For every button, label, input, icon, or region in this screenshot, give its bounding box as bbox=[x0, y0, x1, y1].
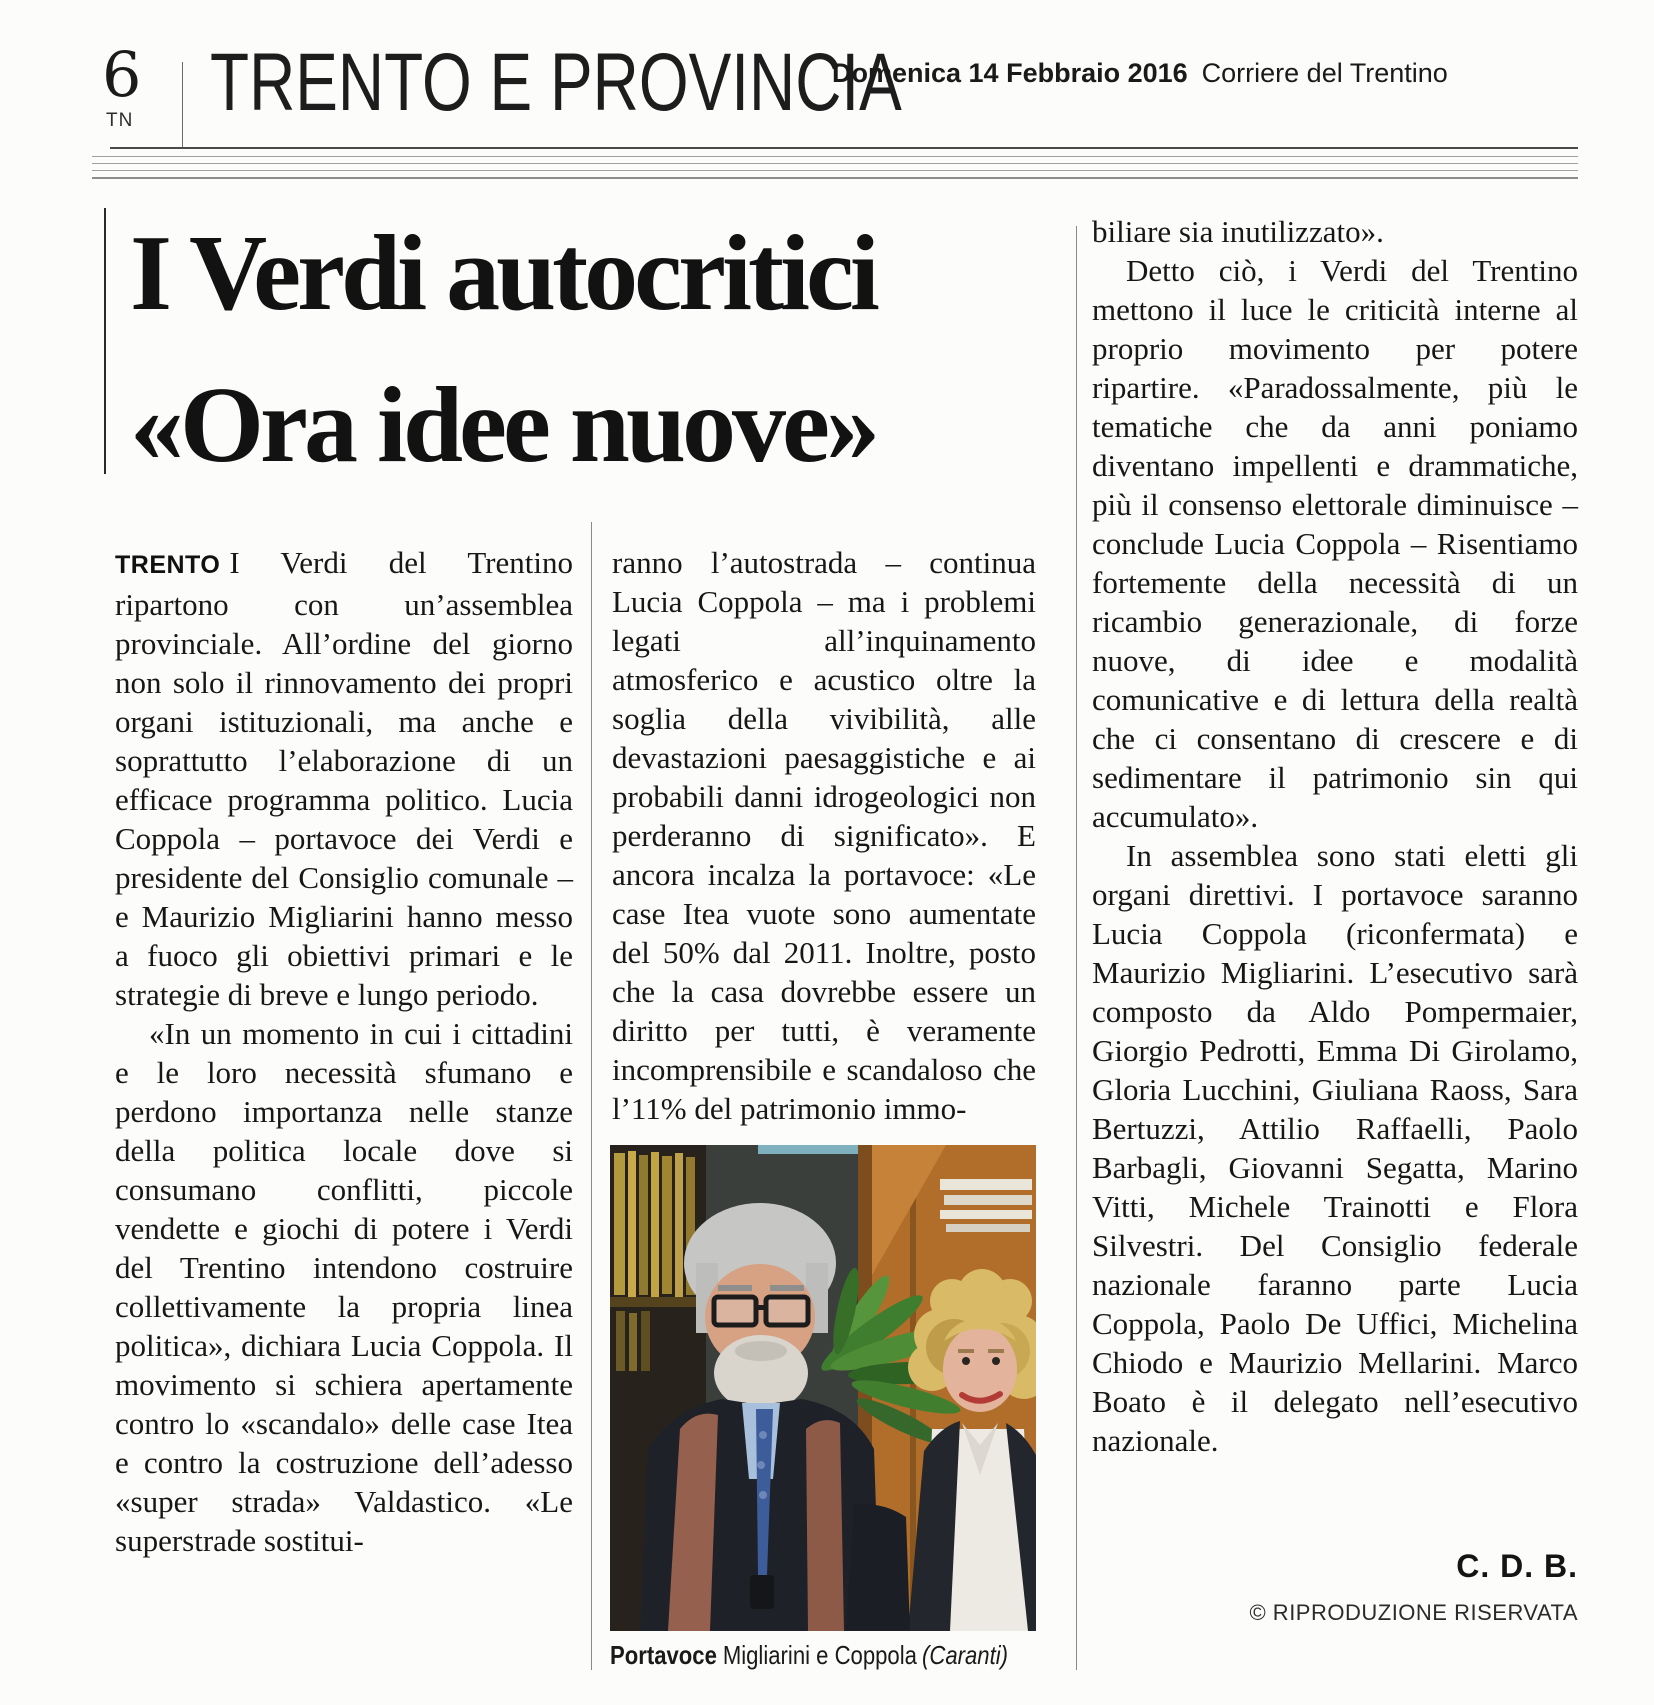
headline-line-1: I Verdi autocritici bbox=[130, 214, 876, 333]
article-headline bbox=[130, 198, 1030, 502]
header-rule bbox=[92, 170, 1578, 171]
kicker: TRENTO bbox=[115, 551, 221, 579]
paragraph-text: I Verdi del Trentino ripartono con un’assemblea provinciale. All’ordine del giorno non solo il rinnovamento dei propri organi istituzionali, ma anche e soprattutto l’elaborazione di un efficace programma politico. Lucia Coppola – portavoce dei Verdi e presidente del Consiglio comunale – e Maurizio Migliarini hanno messo a fuoco gli obiettivi primari e le strategie di breve e lungo periodo. bbox=[115, 545, 573, 1012]
paragraph-text: ranno l’autostrada – continua Lucia Coppola – ma i problemi legati all’inquinamento atmosferico e acustico oltre la soglia della vivibilità, alle devastazioni paesaggistiche e ai probabili danni idrogeologici non perderanno di significato». E ancora incalza la portavoce: «Le case Itea vuote sono aumentate del 50% dal 2011. Inoltre, posto che la casa dovrebbe essere un diritto per tutti, è veramente incomprensibile e scandaloso che l’11% del patrimonio immo- bbox=[612, 545, 1036, 1126]
edition-code: TN bbox=[106, 110, 134, 131]
paragraph bbox=[115, 543, 573, 1014]
copyright-notice: © RIPRODUZIONE RISERVATA bbox=[1249, 1600, 1578, 1625]
paragraph bbox=[1092, 836, 1578, 1460]
article-column-3 bbox=[1092, 212, 1578, 1460]
dateline bbox=[832, 58, 1448, 89]
article-photo bbox=[610, 1145, 1036, 1631]
paragraph-text: biliare sia inutilizzato». bbox=[1092, 214, 1384, 249]
caption-text: Migliarini e Coppola bbox=[722, 1640, 917, 1670]
paragraph-text: «In un momento in cui i cittadini e le loro necessità sfumano e perdono importanza nelle stanze della politica locale dove si consumano conflitti, piccole vendette e giochi di potere i Verdi del Trentino intendono costruire collettivamente la propria linea politica», dichiara Lucia Coppola. Il movimento si schiera apertamente contro lo «scandalo» delle case Itea e contro la costruzione dell’adesso «super strada» Valdastico. «Le superstrade sostitui- bbox=[115, 1016, 573, 1558]
header-divider bbox=[182, 62, 183, 148]
newspaper-name: Corriere del Trentino bbox=[1201, 58, 1448, 88]
issue-date: Domenica 14 Febbraio 2016 bbox=[832, 58, 1188, 88]
article-column-1 bbox=[115, 543, 573, 1560]
paragraph bbox=[1092, 251, 1578, 836]
header-rule bbox=[92, 163, 1578, 164]
column-separator bbox=[1076, 226, 1077, 1670]
header-rule bbox=[110, 147, 1578, 149]
page-number: 6 bbox=[102, 38, 142, 111]
paragraph-text: In assemblea sono stati eletti gli organi direttivi. I portavoce saranno Lucia Coppola (riconfermata) e Maurizio Migliarini. L’esecutivo sarà composto da Aldo Pompermaier, Giorgio Pedrotti, Emma Di Girolamo, Gloria Lucchini, Giuliana Raoss, Sara Bertuzzi, Attilio Raffaelli, Paolo Barbagli, Giovanni Segatta, Marino Vitti, Michele Trainotti e Flora Silvestri. Del Consiglio federale nazionale faranno parte Lucia Coppola, Paolo De Uffici, Michelina Chiodo e Maurizio Mellarini. Marco Boato è il delegato nell’esecutivo nazionale. bbox=[1092, 838, 1578, 1458]
caption-credit: (Caranti) bbox=[922, 1640, 1008, 1670]
section-title: TRENTO E PROVINCIA bbox=[210, 37, 902, 128]
photo-caption bbox=[610, 1640, 1035, 1671]
byline: C. D. B. bbox=[1456, 1548, 1578, 1584]
headline-side-rule bbox=[104, 208, 106, 474]
headline-line-2: «Ora idee nuove» bbox=[130, 366, 876, 485]
header-rule bbox=[92, 177, 1578, 179]
header-rule bbox=[92, 156, 1578, 157]
paragraph-text: Detto ciò, i Verdi del Trentino mettono il luce le criticità interne al proprio movimento per potere ripartire. «Paradossalmente, più le tematiche che da anni poniamo diventano impellenti e drammatiche, più il consenso elettorale diminuisce – conclude Lucia Coppola – Risentiamo fortemente della necessità di un ricambio generazionale, di forze nuove, di idee e modalità comunicative e di lettura della realtà che ci consentano di crescere e di sedimentare il patrimonio sin qui accumulato». bbox=[1092, 253, 1578, 834]
photo-illustration bbox=[610, 1145, 1036, 1631]
paragraph bbox=[115, 1014, 573, 1560]
paragraph bbox=[1092, 212, 1578, 251]
column-separator bbox=[591, 522, 592, 1670]
article-column-2 bbox=[612, 543, 1036, 1128]
woman-figure bbox=[908, 1269, 1036, 1631]
caption-label: Portavoce bbox=[610, 1640, 717, 1670]
paragraph bbox=[612, 543, 1036, 1128]
